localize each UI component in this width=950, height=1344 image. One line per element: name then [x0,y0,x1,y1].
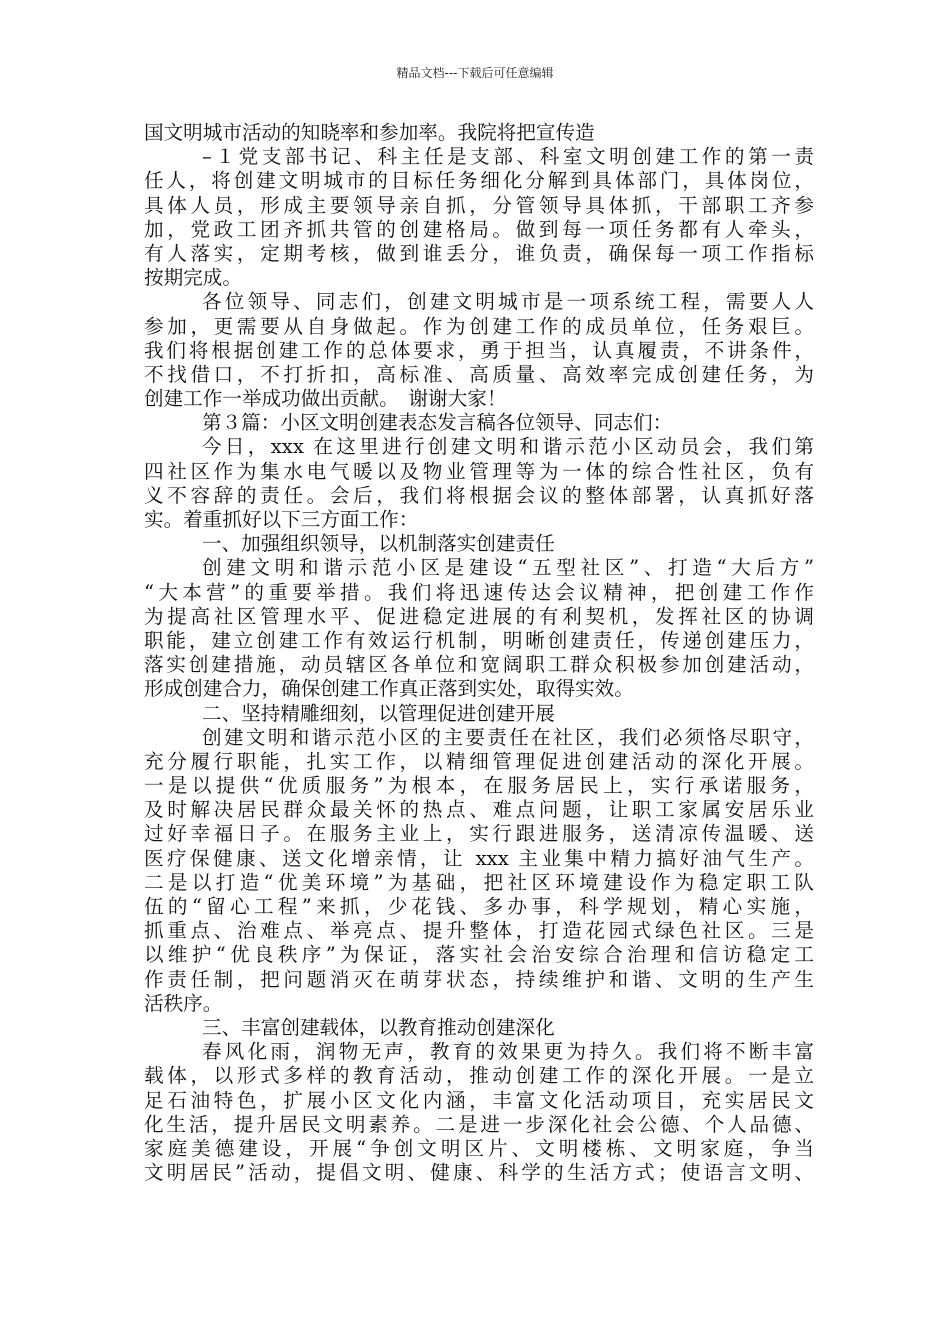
text-line: 我们将根据创建工作的总体要求，勇于担当，认真履责，不讲条件， [144,338,814,362]
text-line: 实。着重抓好以下三方面工作： [144,508,419,531]
text-line: 载体，以形式多样的教育活动，推动创建工作的深化开展。一是立 [144,1064,814,1088]
text-line: 职能，建立创建工作有效运行机制，明晰创建责任，传递创建压力， [144,628,814,652]
text-line: 化生活，提升居民文明素养。二是进一步深化社会公德、个人品德、 [144,1112,814,1136]
text-line: 一是以提供“优质服务”为根本，在服务居民上，实行承诺服务， [144,774,814,798]
text-line: 有人落实，定期考核，做到谁丢分，谁负责，确保每一项工作指标 [144,241,814,265]
text-line: 各位领导、同志们，创建文明城市是一项系统工程，需要人人 [202,290,814,314]
text-line: 足石油特色，扩展小区文化内涵，丰富文化活动项目，充实居民文 [144,1088,814,1112]
page-header: 精品文档---下载后可任意编辑 [396,66,554,80]
text-line: 二是以打造“优美环境”为基础，把社区环境建设作为稳定职工队 [144,870,814,894]
text-line: 四社区作为集水电气暖以及物业管理等为一体的综合性社区，负有 [144,459,814,483]
text-line: “大本营”的重要举措。我们将迅速传达会议精神，把创建工作作 [144,580,814,604]
text-line: 国文明城市活动的知晓率和参加率。我院将把宣传造 [144,121,595,144]
text-line: 创建文明和谐示范小区的主要责任在社区，我们必须恪尽职守， [202,725,814,749]
text-line: 伍的“留心工程”来抓，少花钱、多办事，科学规划，精心实施， [144,895,814,918]
text-line: 活秩序。 [144,991,223,1015]
text-line: –１党支部书记、科主任是支部、科室文明创建工作的第一责 [202,145,814,169]
text-line: 二、坚持精雕细刻，以管理促进创建开展 [202,701,555,725]
text-line: 春风化雨，润物无声，教育的效果更为持久。我们将不断丰富 [202,1040,814,1064]
text-line: 医疗保健康、送文化增亲情，让 xxx 主业集中精力搞好油气生产。 [144,846,814,870]
text-line: 以维护“优良秩序”为保证，落实社会治安综合治理和信访稳定工 [144,943,814,967]
text-line: 义不容辞的责任。会后，我们将根据会议的整体部署，认真抓好落 [144,483,814,507]
text-line: 第３篇：小区文明创建表态发言稿各位领导、同志们： [202,411,673,435]
text-line: 任人，将创建文明城市的目标任务细化分解到具体部门，具体岗位， [144,169,814,193]
text-line: 创建工作一举成功做出贡献。 谢谢大家！ [144,387,507,411]
text-line: 不找借口，不打折扣，高标准、高质量、高效率完成创建任务，为 [144,362,814,386]
text-line: 今日，xxx 在这里进行创建文明和谐示范小区动员会，我们第 [202,435,814,459]
text-line: 三、丰富创建载体，以教育推动创建深化 [202,1015,555,1039]
text-line: 一、加强组织领导，以机制落实创建责任 [202,532,555,556]
document-body [144,121,814,1185]
text-line: 抓重点、治难点、举亮点、提升整体，打造花园式绿色社区。三是 [144,919,814,943]
text-line: 文明居民”活动，提倡文明、健康、科学的生活方式；使语言文明、 [144,1161,814,1185]
text-line: 加，党政工团齐抓共管的创建格局。做到每一项任务都有人牵头， [144,217,814,241]
text-line: 为提高社区管理水平、促进稳定进展的有利契机，发挥社区的协调 [144,604,814,628]
text-line: 按期完成。 [144,266,242,290]
text-line: 过好幸福日子。在服务主业上，实行跟进服务，送清凉传温暖、送 [144,822,814,846]
text-line: 形成创建合力，确保创建工作真正落到实处，取得实效。 [144,677,634,701]
text-line: 充分履行职能，扎实工作，以精细管理促进创建活动的深化开展。 [144,749,814,773]
text-line: 及时解决居民群众最关怀的热点、难点问题，让职工家属安居乐业 [144,798,814,822]
text-line: 创建文明和谐示范小区是建设“五型社区”、打造“大后方” [202,556,814,580]
text-line: 家庭美德建设，开展“争创文明区片、文明楼栋、文明家庭，争当 [144,1136,814,1160]
text-line: 参加，更需要从自身做起。作为创建工作的成员单位，任务艰巨。 [144,314,814,338]
text-line: 具体人员，形成主要领导亲自抓，分管领导具体抓，干部职工齐参 [144,193,814,217]
text-line: 作责任制，把问题消灭在萌芽状态，持续维护和谐、文明的生产生 [144,967,814,991]
text-line: 落实创建措施，动员辖区各单位和宽阔职工群众积极参加创建活动， [144,653,814,677]
